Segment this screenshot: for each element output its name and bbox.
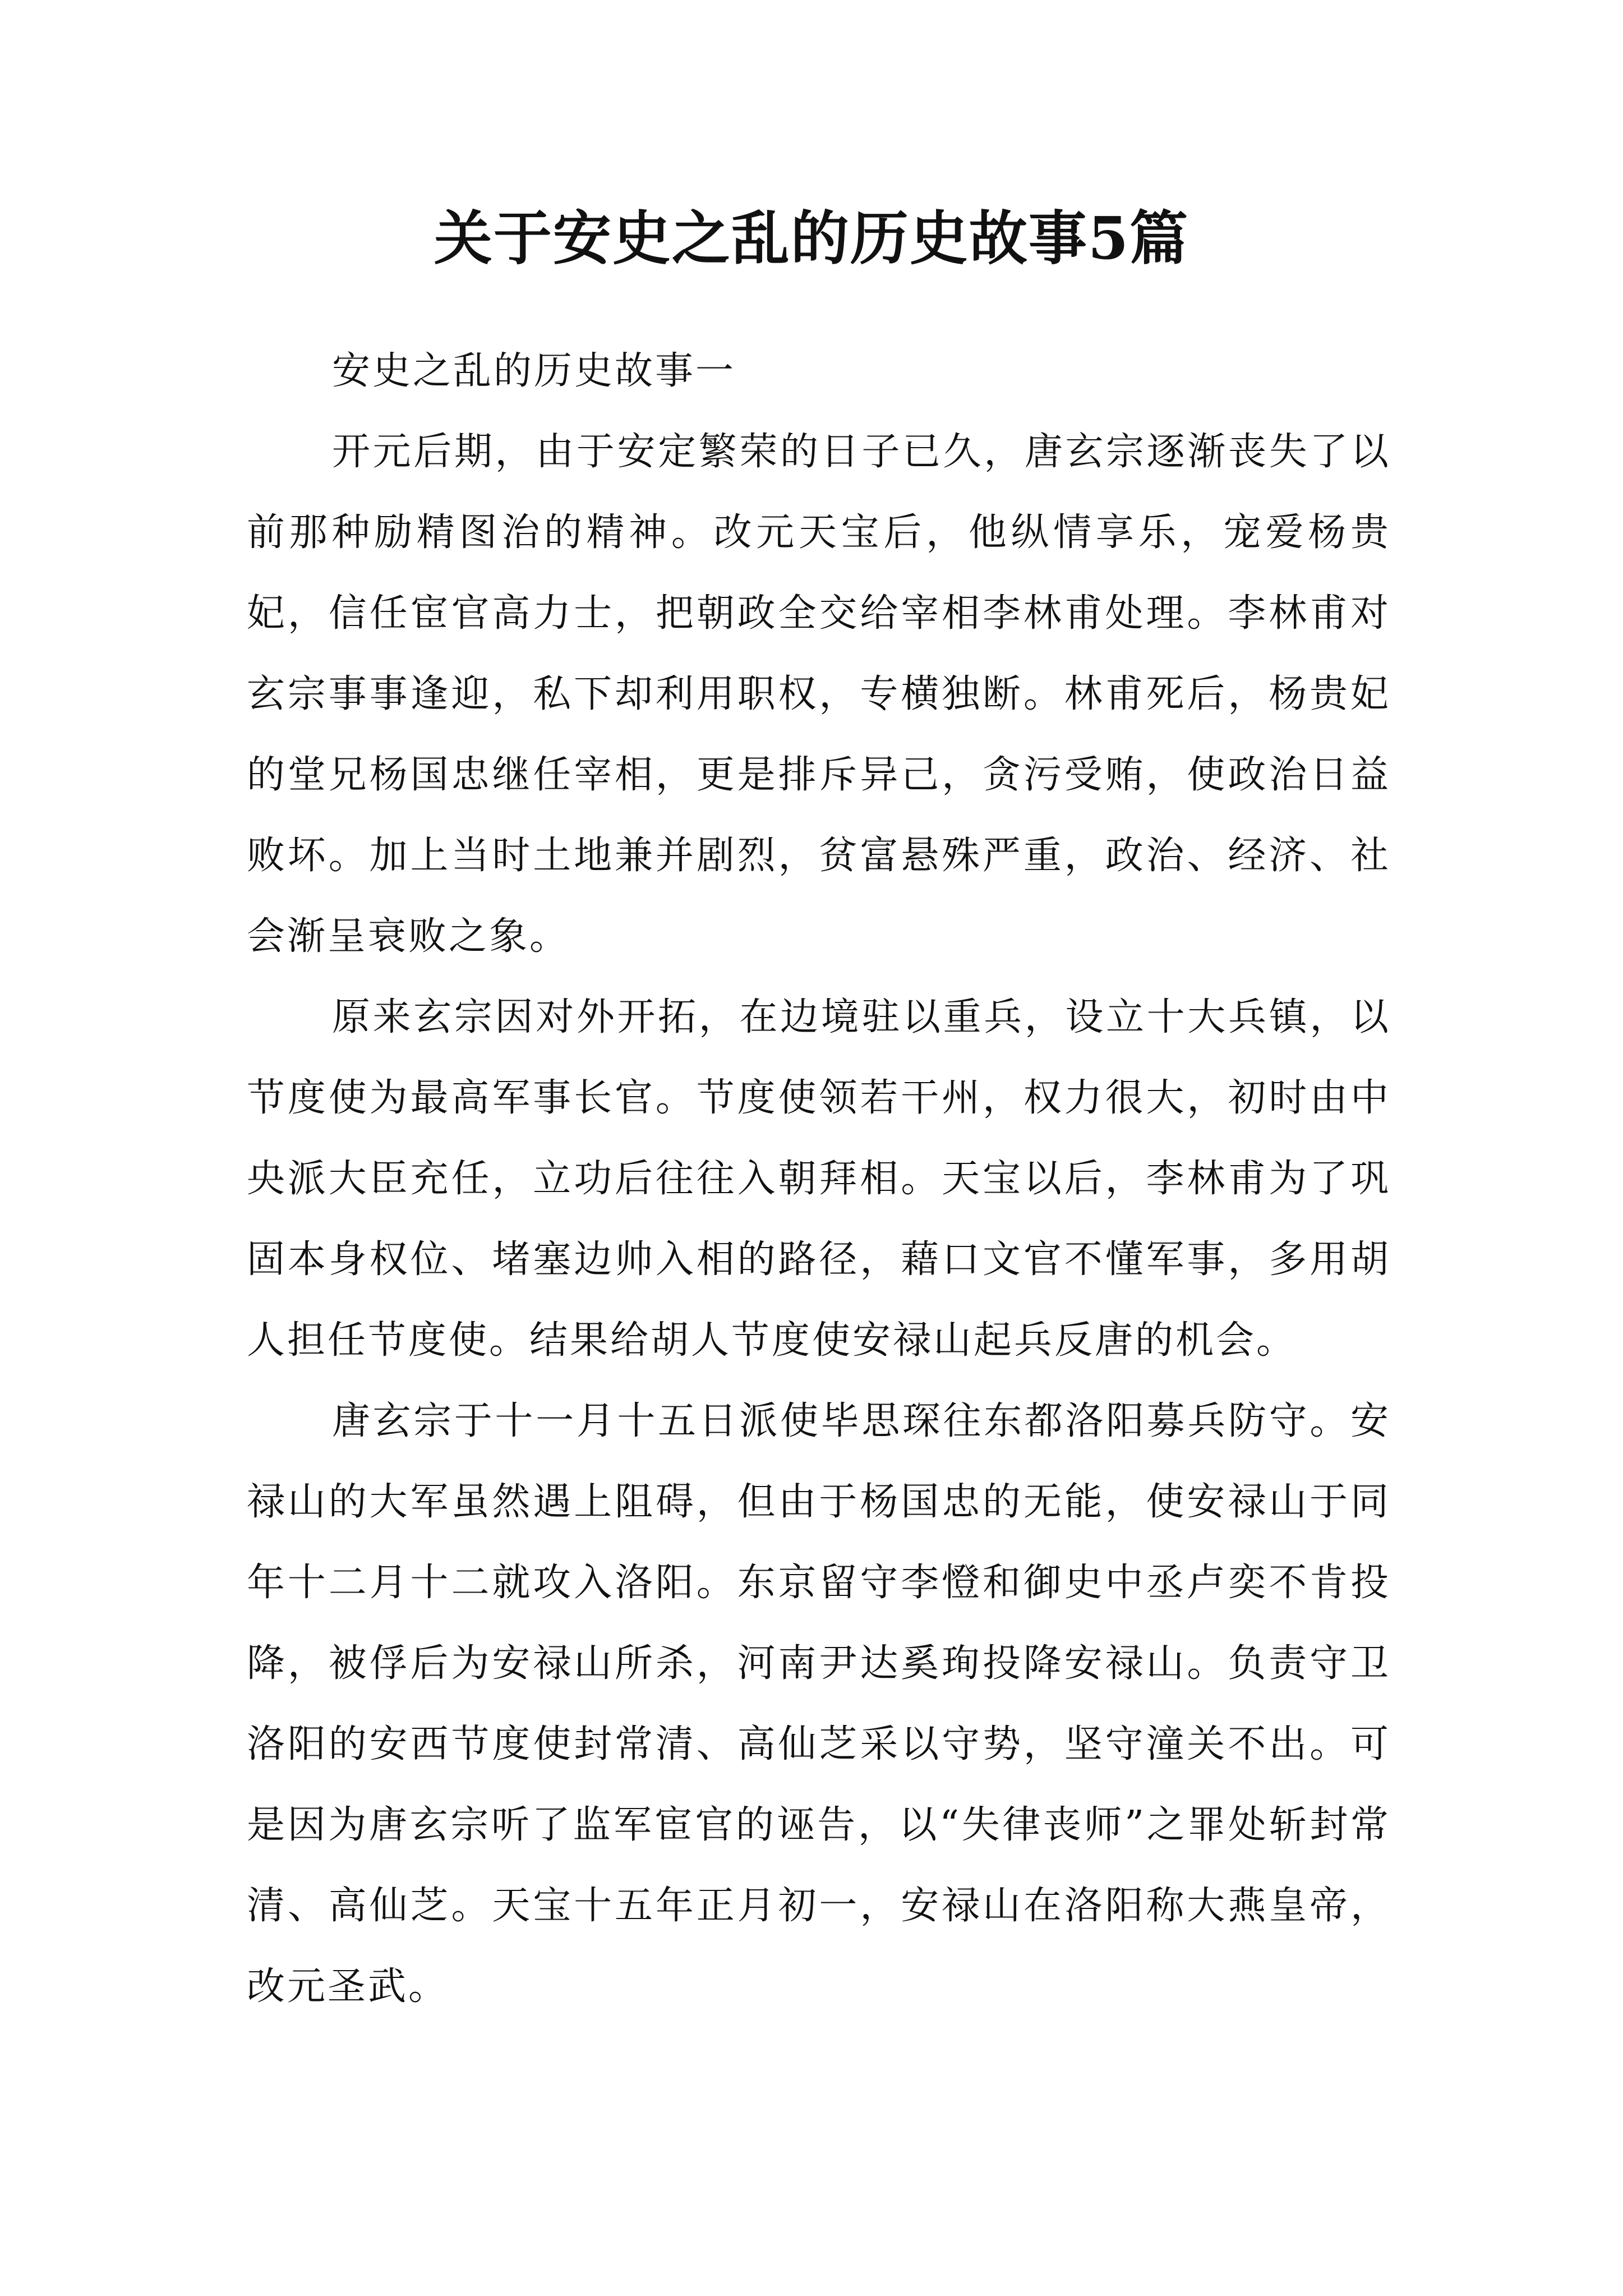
paragraph-1: 开元后期，由于安定繁荣的日子已久，唐玄宗逐渐丧失了以前那种励精图治的精神。改元天宝后，他纵情享乐，宠爱杨贵妃，信任宦官高力士，把朝政全交给宰相李林甫处理。李林甫对玄宗事事逢迎，私下却利用职权，专横独断。林甫死后，杨贵妃的堂兄杨国忠继任宰相，更是排斥异己，贪污受贿，使政治日益败坏。加上当时土地兼并剧烈，贫富悬殊严重，政治、经济、社会渐呈衰败之象。 (247, 430, 1391, 959)
document-title: 关于安史之乱的历史故事5篇 (434, 204, 1189, 273)
paragraph-3: 唐玄宗于十一月十五日派使毕思琛往东都洛阳募兵防守。安禄山的大军虽然遇上阻碍，但由于杨国忠的无能，使安禄山于同年十二月十二就攻入洛阳。东京留守李憕和御史中丞卢奕不肯投降，被俘后为安禄山所杀，河南尹达奚珣投降安禄山。负责守卫洛阳的安西节度使封常清、高仙芝采以守势，坚守潼关不出。可是因为唐玄宗听了监军宦官的诬告，以“失律丧师”之罪处斩封常清、高仙芝。天宝十五年正月初一，安禄山在洛阳称大燕皇帝，改元圣武。 (247, 1399, 1391, 2009)
paragraph-2: 原来玄宗因对外开拓，在边境驻以重兵，设立十大兵镇，以节度使为最高军事长官。节度使领若干州，权力很大，初时由中央派大臣充任，立功后往往入朝拜相。天宝以后，李林甫为了巩固本身权位、堵塞边帅入相的路径，藉口文官不懂军事，多用胡人担任节度使。结果给胡人节度使安禄山起兵反唐的机会。 (247, 995, 1391, 1363)
document-body (247, 331, 1391, 2027)
section-heading: 安史之乱的历史故事一 (332, 349, 736, 393)
